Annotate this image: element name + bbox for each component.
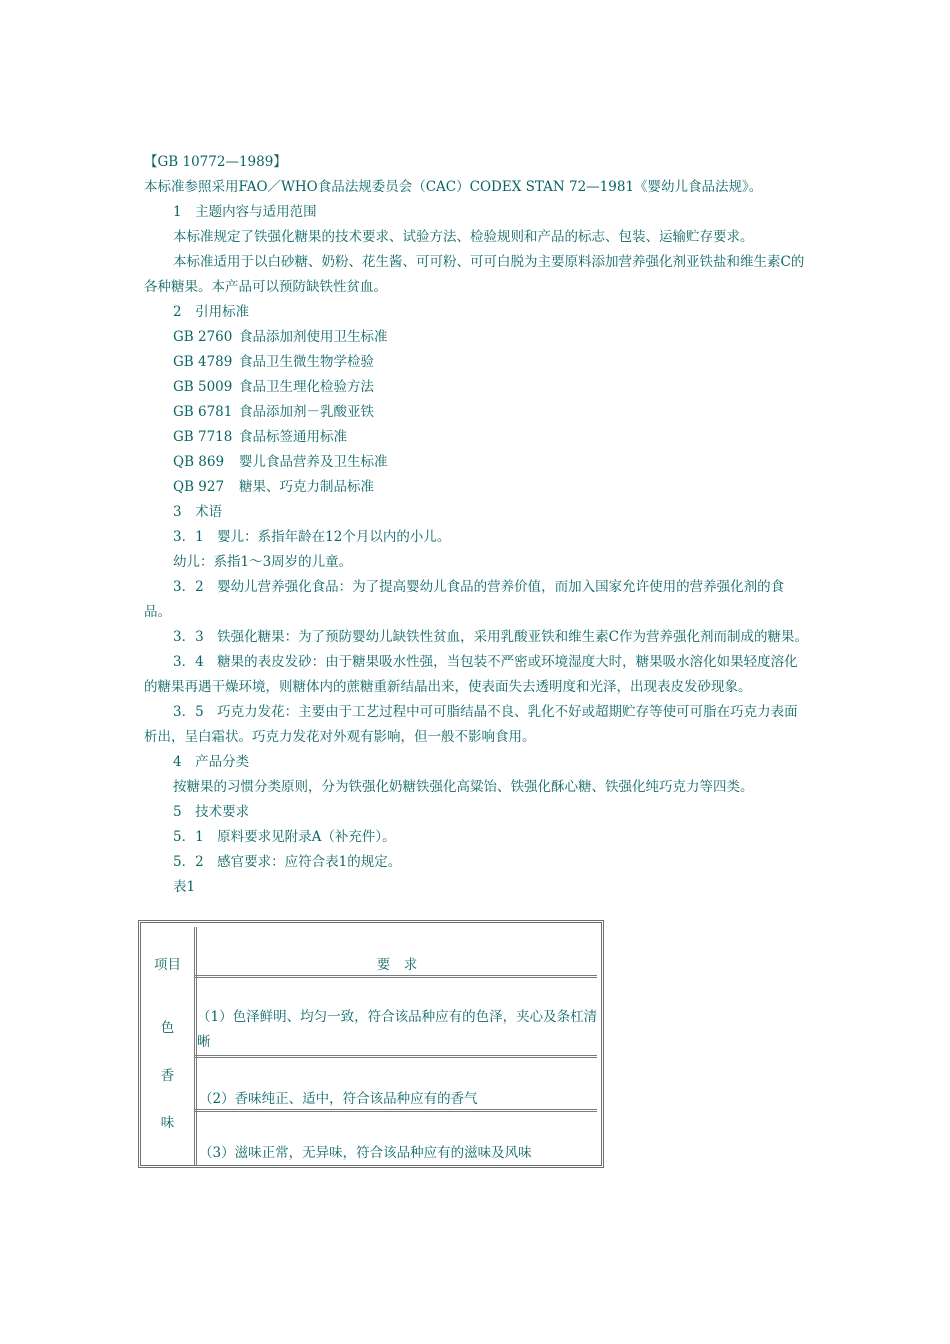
reference-name: 食品卫生微生物学检验	[239, 354, 374, 370]
section-1-paragraph-2: 本标准适用于以白砂糖、奶粉、花生酱、可可粉、可可白脱为主要原料添加营养强化剂亚铁盐和维生素C的各种糖果。本产品可以预防缺铁性贫血。	[144, 254, 805, 295]
reference-name: 食品标签通用标准	[239, 429, 347, 445]
term-3-1-toddler: 幼儿：系指1～3周岁的儿童。	[173, 554, 353, 570]
reference-name: 婴儿食品营养及卫生标准	[239, 454, 388, 470]
section-1-paragraph-1: 本标准规定了铁强化糖果的技术要求、试验方法、检验规则和产品的标志、包装、运输贮存要求。	[173, 229, 754, 245]
reference-name: 食品添加剂－乳酸亚铁	[239, 404, 374, 420]
reference-name: 糖果、巧克力制品标准	[239, 479, 374, 495]
reference-item	[144, 350, 808, 375]
reference-code: GB 7718	[173, 429, 233, 445]
reference-item	[144, 400, 808, 425]
section-4-paragraph: 按糖果的习惯分类原则，分为铁强化奶糖铁强化高粱饴、铁强化酥心糖、铁强化纯巧克力等四类。	[173, 779, 754, 795]
reference-code: QB 927	[173, 479, 225, 495]
intro-paragraph: 本标准参照采用FAO／WHO食品法规委员会（CAC）CODEX STAN 72—1981《婴幼儿食品法规》。	[144, 179, 763, 195]
requirement-row: （3）滋味正常，无异味，符合该品种应有的滋味及风味	[199, 1145, 532, 1161]
term-3-1: 3．1 婴儿：系指年龄在12个月以内的小儿。	[173, 529, 451, 545]
item-char-taste: 味	[160, 1115, 175, 1131]
table-header-requirement: 要 求	[376, 957, 418, 973]
reference-code: GB 5009	[173, 379, 233, 395]
reference-name: 食品卫生理化检验方法	[239, 379, 374, 395]
section-4-title: 4 产品分类	[173, 754, 250, 770]
requirement-row: （2）香味纯正、适中，符合该品种应有的香气	[199, 1091, 478, 1107]
sensory-table	[138, 920, 604, 1168]
item-char-color: 色	[160, 1020, 175, 1036]
table-header-item: 项目	[154, 957, 181, 973]
reference-item	[144, 475, 808, 500]
reference-code: GB 2760	[173, 329, 233, 345]
section-3-title: 3 术语	[173, 504, 223, 520]
reference-code: GB 6781	[173, 404, 233, 420]
reference-code: GB 4789	[173, 354, 233, 370]
section-5-2: 5．2 感官要求：应符合表1的规定。	[173, 854, 402, 870]
reference-item	[144, 375, 808, 400]
reference-code: QB 869	[173, 454, 225, 470]
term-3-5: 3．5 巧克力发花：主要由于工艺过程中可可脂结晶不良、乳化不好或超期贮存等使可可脂在巧克力表面析出，呈白霜状。巧克力发花对外观有影响，但一般不影响食用。	[144, 704, 798, 745]
section-1-title: 1 主题内容与适用范围	[173, 204, 317, 220]
header-divider	[194, 975, 597, 978]
requirement-row: （1）色泽鲜明、均匀一致，符合该品种应有的色泽，夹心及条杠清晰	[197, 1009, 598, 1050]
reference-name: 食品添加剂使用卫生标准	[239, 329, 388, 345]
row-divider	[194, 1055, 597, 1058]
reference-item	[144, 325, 808, 350]
term-3-2: 3．2 婴幼儿营养强化食品：为了提高婴幼儿食品的营养价值，而加入国家允许使用的营养强化剂的食品。	[144, 579, 785, 620]
section-2-title: 2 引用标准	[173, 304, 250, 320]
standard-number: 【GB 10772—1989】	[144, 154, 287, 170]
section-5-title: 5 技术要求	[173, 804, 250, 820]
term-3-3: 3．3 铁强化糖果：为了预防婴幼儿缺铁性贫血，采用乳酸亚铁和维生素C作为营养强化剂而制成的糖果。	[173, 629, 809, 645]
reference-item	[144, 450, 808, 475]
table-label: 表1	[173, 879, 196, 895]
reference-item	[144, 425, 808, 450]
document-body	[144, 150, 808, 900]
term-3-4: 3．4 糖果的表皮发砂：由于糖果吸水性强，当包装不严密或环境湿度大时，糖果吸水溶化如果轻度溶化的糖果再遇干燥环境，则糖体内的蔗糖重新结晶出来，使表面失去透明度和光泽，出现表皮发砂现象。	[144, 654, 798, 695]
row-divider	[194, 1109, 597, 1112]
section-5-1: 5．1 原料要求见附录A（补充件）。	[173, 829, 396, 845]
item-char-aroma: 香	[160, 1068, 175, 1084]
